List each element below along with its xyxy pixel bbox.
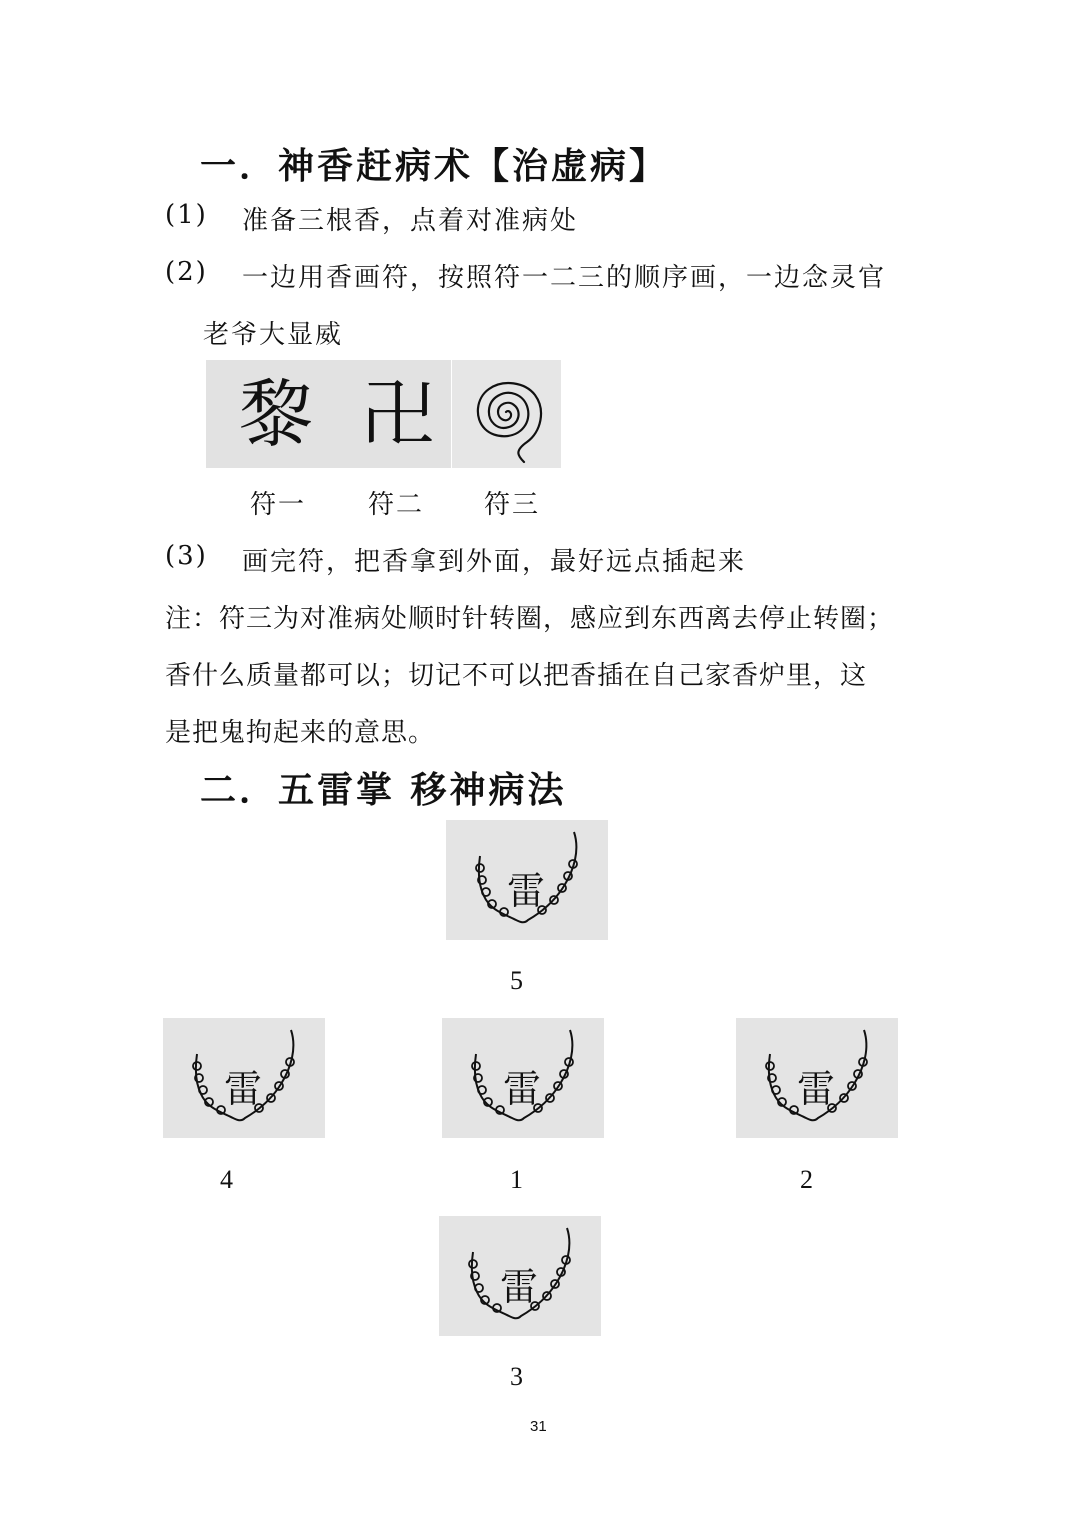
talisman-caption-3: 符三 [484,490,541,520]
step1-number: (1) [165,200,208,230]
thunder-talisman-icon [439,1216,601,1336]
thunder-talisman-icon [446,820,608,940]
thunder-talisman-icon [736,1018,898,1138]
tile-label-4: 4 [220,1165,233,1194]
step3-number: (3) [165,541,208,571]
talisman-fu2-glyph: 卍 [361,372,435,458]
talisman-panel-1-2 [206,360,451,468]
tile-label-3: 3 [510,1362,523,1391]
step2-text-line1: 一边用香画符，按照符一二三的顺序画，一边念灵官 [242,263,887,293]
thunder-tile-5 [446,820,608,940]
tile-label-2: 2 [800,1165,813,1194]
thunder-tile-3 [439,1216,601,1336]
talisman-caption-2: 符二 [368,490,425,520]
talisman-panel-3 [452,360,561,468]
section2-heading: 二．五雷掌 移神病法 [200,770,567,811]
thunder-tile-2 [736,1018,898,1138]
section1-heading: 一．神香赶病术【治虚病】 [200,146,669,187]
thunder-char-2: 雷 [796,1067,836,1111]
step2-text-line2: 老爷大显威 [203,320,344,350]
talisman-caption-1: 符一 [250,490,307,520]
thunder-tile-4 [163,1018,325,1138]
step3-text: 画完符，把香拿到外面，最好远点插起来 [242,547,747,577]
thunder-char-5: 雷 [506,869,546,913]
thunder-talisman-icon [442,1018,604,1138]
note-line-3: 是把鬼拘起来的意思。 [165,718,436,748]
spiral-icon [452,360,561,468]
thunder-char-1: 雷 [502,1067,542,1111]
thunder-tile-1 [442,1018,604,1138]
tile-label-1: 1 [510,1165,523,1194]
note-line-2: 香什么质量都可以；切记不可以把香插在自己家香炉里，这 [165,661,868,691]
talisman-fu1-glyph: 黎 [239,372,313,458]
talisman-1-2-graphic [206,360,451,468]
thunder-char-4: 雷 [223,1067,263,1111]
step2-number: (2) [165,257,208,287]
note-line-1: 注：符三为对准病处顺时针转圈，感应到东西离去停止转圈； [165,604,895,634]
page-number: 31 [530,1418,547,1435]
step1-text: 准备三根香，点着对准病处 [242,206,579,236]
thunder-talisman-icon [163,1018,325,1138]
tile-label-5: 5 [510,966,523,995]
thunder-char-3: 雷 [499,1265,539,1309]
